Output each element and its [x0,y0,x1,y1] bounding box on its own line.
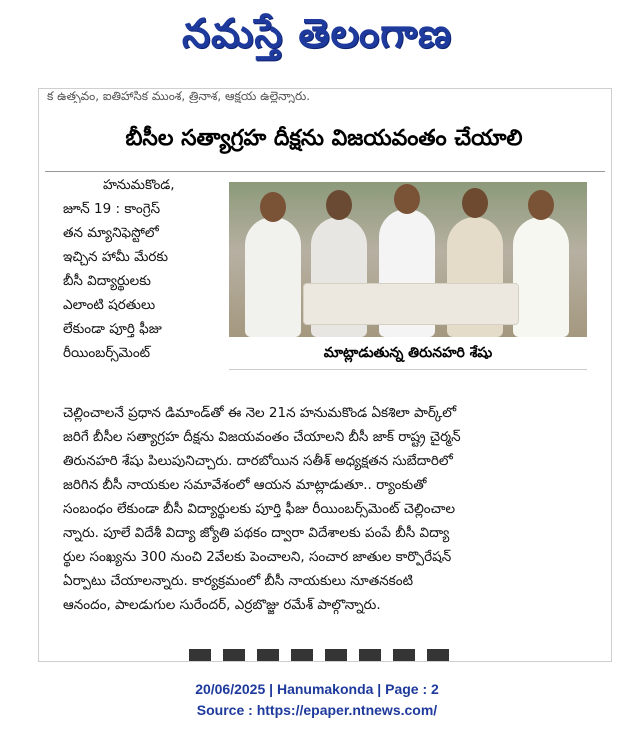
body-line: ఏర్పాటు చేయాలన్నారు. కార్యక్రమంలో బీసీ నాయకులు నూతనకంటి [63,573,413,589]
table-shape [303,283,519,325]
lead-line: ఇచ్చిన హామీ మేరకు [63,249,169,265]
body-line: ర్థుల సంఖ్యను 300 నుంచి 2వేలకు పెంచాలని, సంచార జాతుల కార్పొరేషన్ [63,549,452,565]
masthead [0,0,634,78]
news-photo [229,182,587,337]
person-head [394,184,420,214]
footer-date-edition: 20/06/2025 | Hanumakonda | Page : 2 [195,681,439,697]
next-article-cut-headline [189,649,449,662]
person-head [260,192,286,222]
headline-divider [45,171,605,172]
person-head [462,188,488,218]
lead-line: లేకుండా పూర్తి ఫీజు [63,321,162,337]
lead-line: తన మ్యానిఫెస్టోలో [63,225,159,241]
lead-line: హనుమకొండ, [103,177,175,193]
photo-caption: మాట్లాడుతున్న తిరునహరి శేషు [229,339,587,370]
body-line: చెల్లించాలనే ప్రధాన డిమాండ్‌తో ఈ నెల 21న హనుమకొండ ఏకశిలా పార్క్‌లో [63,405,457,421]
news-clipping [38,88,612,662]
body-line: జరిగిన బీసీ నాయకుల సమావేశంలో ఆయన మాట్లాడుతూ.. ర్యాంకుతో [63,477,427,493]
lead-line: ఎలాంటి షరతులు [63,297,156,313]
lead-line: బీసీ విద్యార్థులకు [63,273,151,289]
person-head [326,190,352,220]
person-figure [245,217,301,337]
article-headline: బీసీల సత్యాగ్రహ దీక్షను విజయవంతం చేయాలి [125,126,523,151]
body-line: జరిగే బీసీల సత్యాగ్రహ దీక్షను విజయవంతం చేయాలని బీసీ జాక్ రాష్ట్ర చైర్మన్ [63,429,461,445]
body-line: ఆనందం, పాలడుగుల సురేందర్, ఎర్రబొజ్జు రమేశ్ పాల్గొన్నారు. [63,597,381,613]
body-line: సంబంధం లేకుండా బీసీ విద్యార్థులకు పూర్తి ఫీజు రీయింబర్స్‌మెంట్ చెల్లించాల [63,501,456,517]
footer-source: Source : https://epaper.ntnews.com/ [196,702,438,718]
article-body [63,401,587,617]
body-line: న్నారు. పూలే విదేశీ విద్యా జ్యోతి పథకం ద్వారా విదేశాలకు పంపే బీసీ విద్యా [63,525,450,541]
previous-article-cut-line: క ఉత్సవం, ఐతిహాసిక ముంశ, త్రినాశ, ఆక్షయ ఉల్లెన్నారు. [47,89,311,103]
lead-column [63,173,233,365]
person-figure [513,217,569,337]
body-line: తిరునహరి శేషు పిలుపునిచ్చారు. దారబోయిన సతీశ్ అధ్యక్షతన సుబేదారిలో [63,453,453,469]
newspaper-logo: నమస్తే తెలంగాణ [181,11,453,57]
lead-line: రీయింబర్స్‌మెంట్ [63,345,151,361]
lead-line: జూన్ 19 : కాంగ్రెస్ [63,201,161,217]
person-head [528,190,554,220]
